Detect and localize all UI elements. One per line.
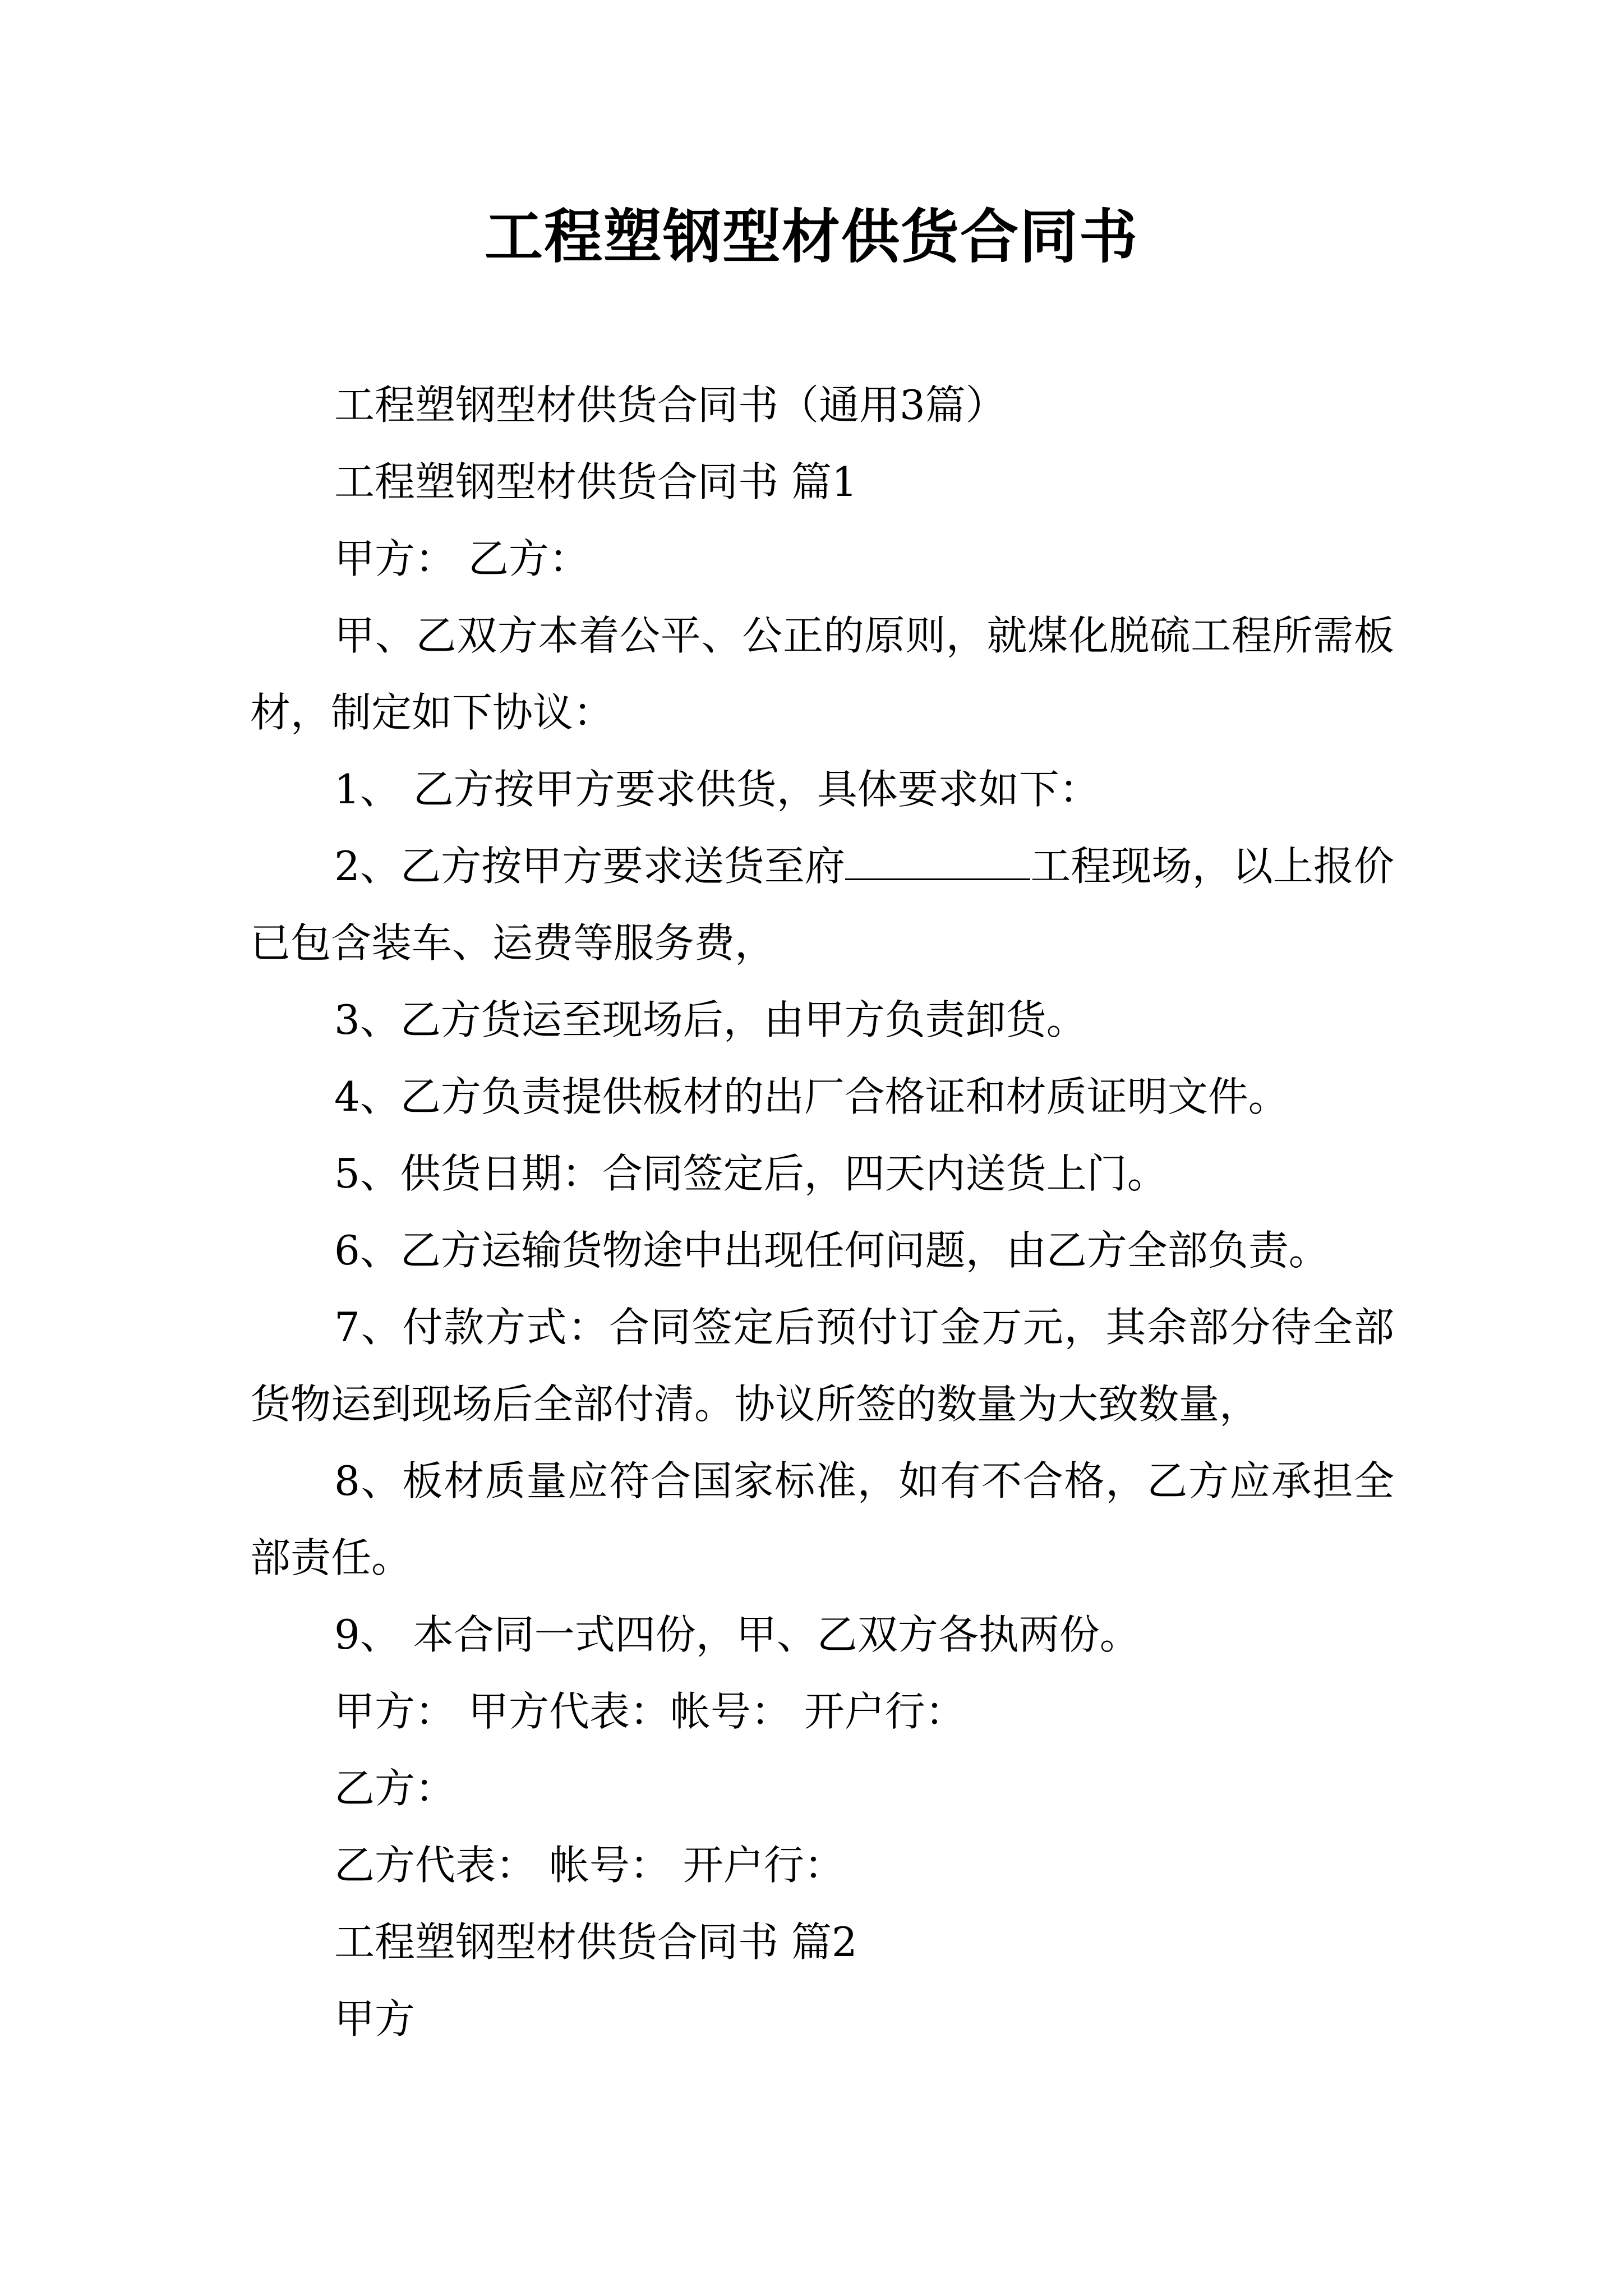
paragraph-clause-9: 9、 本合同一式四份，甲、乙双方各执两份。 xyxy=(334,1611,1140,1658)
paragraph-clause-4: 4、乙方负责提供板材的出厂合格证和材质证明文件。 xyxy=(334,1073,1289,1120)
paragraph-section-1-heading: 工程塑钢型材供货合同书 篇1 xyxy=(334,458,857,505)
paragraph-party-b-signature: 乙方代表： 帐号： 开户行： xyxy=(334,1842,845,1889)
paragraph-clause-2 xyxy=(250,828,1394,982)
document-body xyxy=(250,367,1394,2058)
clause-2-text-before: 2、乙方按甲方要求送货至府 xyxy=(334,843,846,890)
paragraph-subtitle: 工程塑钢型材供货合同书（通用3篇） xyxy=(334,381,1006,429)
paragraph-clause-8: 8、板材质量应符合国家标准，如有不合格，乙方应承担全部责任。 xyxy=(250,1457,1394,1581)
paragraph-clause-7: 7、付款方式：合同签定后预付订金万元，其余部分待全部货物运到现场后全部付清。协议所签的数量为大致数量， xyxy=(250,1304,1394,1428)
paragraph-preamble: 甲、乙双方本着公平、公正的原则，就煤化脱硫工程所需板材，制定如下协议： xyxy=(250,612,1394,736)
paragraph-clause-3: 3、乙方货运至现场后，由甲方负责卸货。 xyxy=(334,996,1087,1043)
paragraph-parties: 甲方： 乙方： xyxy=(334,535,589,582)
document-title: 工程塑钢型材供货合同书 xyxy=(484,202,1138,271)
paragraph-section-2-heading: 工程塑钢型材供货合同书 篇2 xyxy=(334,1918,857,1966)
paragraph-party-a-signature: 甲方： 甲方代表：帐号： 开户行： xyxy=(334,1688,966,1735)
fill-in-blank xyxy=(845,838,1030,880)
paragraph-party-b: 乙方： xyxy=(334,1765,456,1812)
paragraph-clause-1: 1、 乙方按甲方要求供货，具体要求如下： xyxy=(334,766,1100,813)
paragraph-clause-6: 6、乙方运输货物途中出现任何问题，由乙方全部负责。 xyxy=(334,1227,1329,1274)
paragraph-clause-5: 5、供货日期：合同签定后，四天内送货上门。 xyxy=(334,1150,1168,1197)
paragraph-party-a-start: 甲方 xyxy=(334,1995,416,2042)
clause-2-text-after: 工程现场，以上报价已包含装车、运费等服务费， xyxy=(250,843,1394,967)
